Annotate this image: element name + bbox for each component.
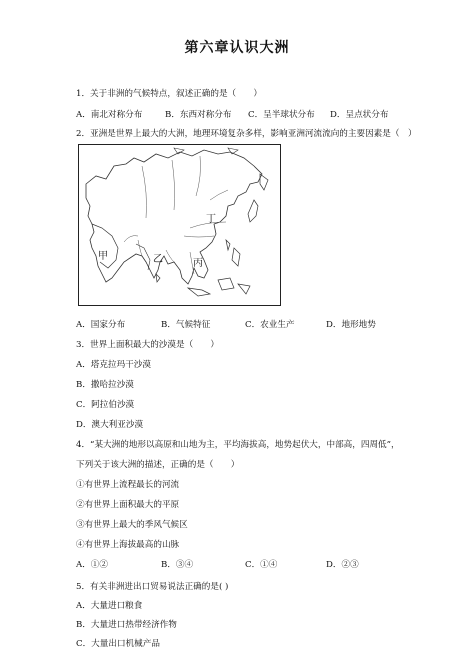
q4-statement-3: ③有世界上最大的季风气候区: [76, 520, 188, 530]
q5-option-b: B．大量进口热带经济作物: [76, 620, 177, 630]
map-label-yi: 乙: [153, 254, 163, 265]
q2-option-a: A．国家分布: [76, 320, 126, 330]
q5-option-a: A．大量进口粮食: [76, 601, 143, 611]
q4-statement-1: ①有世界上流程最长的河流: [76, 480, 180, 490]
question-4-stem-line2: 下列关于该大洲的描述，正确的是（ ）: [76, 460, 240, 470]
q2-option-b: B．气候特征: [161, 320, 211, 330]
q4-option-c: C．①④: [245, 560, 278, 570]
asia-map: [78, 144, 281, 306]
q2-option-c: C．农业生产: [245, 320, 295, 330]
q1-option-c: C．呈半球状分布: [248, 110, 315, 120]
question-5-stem: 5．有关非洲进出口贸易说法正确的是( ): [76, 582, 229, 592]
q3-option-c: C．阿拉伯沙漠: [76, 400, 135, 410]
map-label-ding: 丁: [206, 214, 216, 225]
q5-option-c: C．大量出口机械产品: [76, 639, 160, 649]
q3-option-b: B．撒哈拉沙漠: [76, 380, 134, 390]
page-title: 第六章认识大洲: [184, 40, 290, 56]
map-label-bing: 丙: [193, 258, 203, 269]
q4-statement-4: ④有世界上海拔最高的山脉: [76, 540, 180, 550]
q4-statement-2: ②有世界上面积最大的平原: [76, 500, 180, 510]
question-4-stem-line1: 4．“某大洲的地形以高原和山地为主，平均海拔高，地势起伏大，中部高，四周低”，: [76, 440, 400, 450]
question-3-stem: 3．世界上面积最大的沙漠是（ ）: [76, 340, 219, 350]
q4-option-b: B．③④: [161, 560, 194, 570]
question-1-stem: 1．关于非洲的气候特点，叙述正确的是（ ）: [76, 89, 262, 99]
question-2-stem: 2．亚洲是世界上最大的大洲，地理环境复杂多样，影响亚洲河流流向的主要因素是（ ）: [76, 129, 417, 139]
q2-option-d: D．地形地势: [326, 320, 376, 330]
q1-option-d: D．呈点状分布: [330, 110, 389, 120]
q4-option-a: A．①②: [76, 560, 108, 570]
q4-option-d: D．②③: [326, 560, 359, 570]
map-label-jia: 甲: [98, 251, 108, 262]
asia-map-outline: [78, 144, 281, 306]
q1-option-a: A．南北对称分布: [76, 110, 143, 120]
q3-option-a: A．塔克拉玛干沙漠: [76, 360, 151, 370]
q3-option-d: D．澳大利亚沙漠: [76, 420, 144, 430]
q1-option-b: B．东西对称分布: [165, 110, 232, 120]
